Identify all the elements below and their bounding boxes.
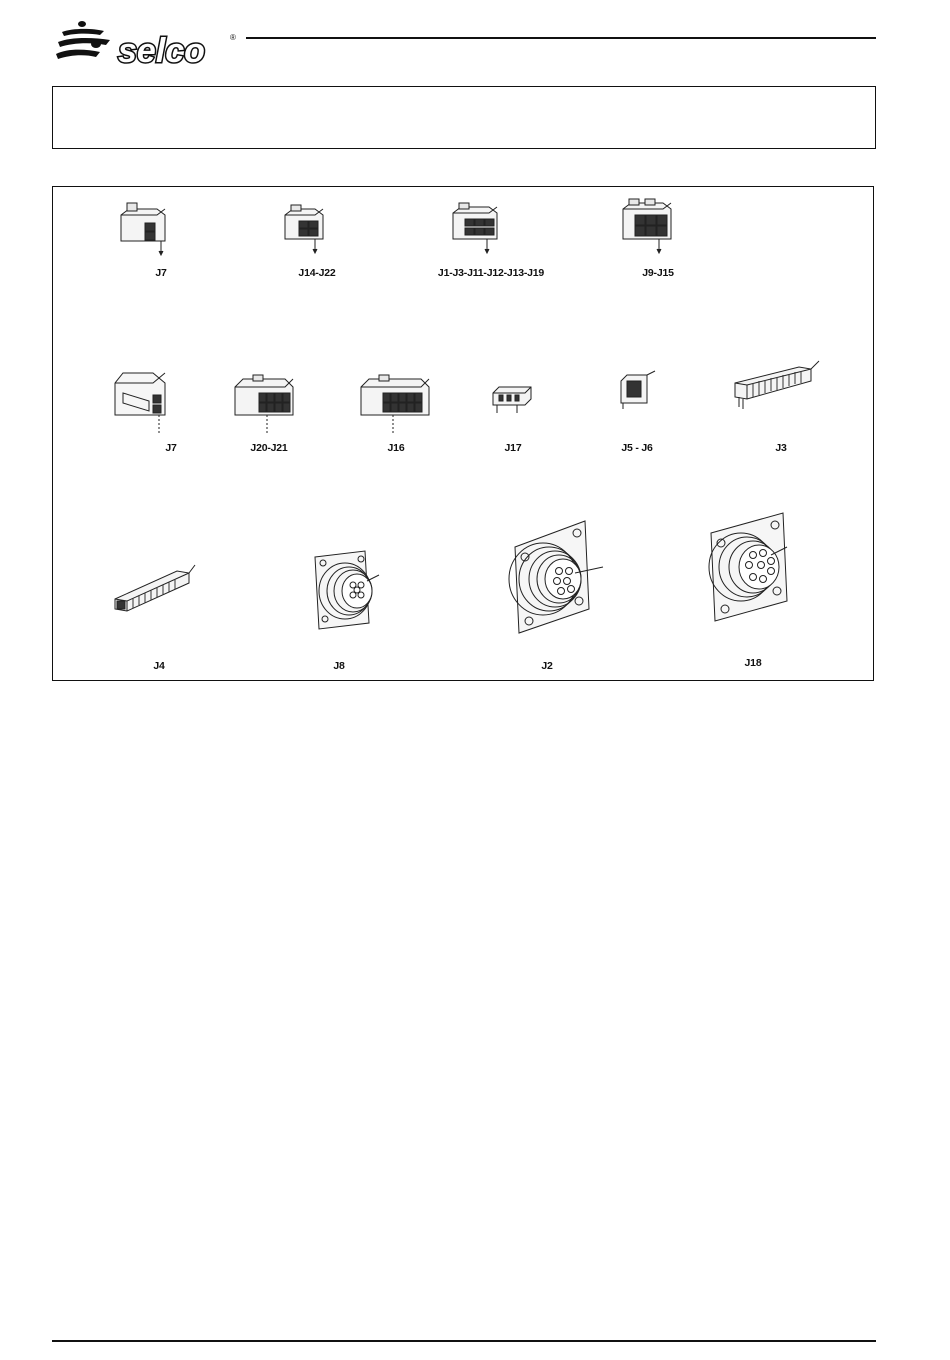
label-j7-row2: J7 (165, 442, 177, 454)
connector-image-j9-j15 (619, 195, 681, 257)
label-j2: J2 (541, 660, 553, 672)
label-j4: J4 (153, 660, 165, 672)
label-j18: J18 (744, 657, 762, 669)
label-j14-j22: J14-J22 (298, 267, 336, 279)
connector-image-j4 (111, 551, 199, 623)
label-j1-j3-j11-j12-j13-j19: J1-J3-J11-J12-J13-J19 (437, 267, 545, 279)
label-j16: J16 (387, 442, 405, 454)
connector-image-j8 (311, 547, 391, 633)
connector-image-j14-j22 (281, 201, 331, 257)
brand-wordmark: selco (118, 32, 205, 68)
connector-image-j2 (501, 517, 621, 637)
label-j3: J3 (775, 442, 787, 454)
header-rule (246, 37, 876, 39)
connector-image-j7-row1 (115, 197, 175, 257)
title-box (52, 86, 876, 149)
label-j7-row1: J7 (155, 267, 167, 279)
label-j20-j21: J20-J21 (250, 442, 288, 454)
connector-figure (52, 186, 874, 681)
registered-mark: ® (230, 33, 236, 42)
connector-image-j3 (729, 353, 825, 417)
connector-image-j7-row2 (109, 365, 179, 439)
connector-image-j17 (489, 383, 537, 423)
label-j17: J17 (504, 442, 522, 454)
connector-image-j16 (357, 373, 437, 439)
connector-image-j1-j19 (449, 199, 505, 257)
label-j8: J8 (333, 660, 345, 672)
label-j5-j6: J5 - J6 (621, 442, 653, 454)
connector-image-j18 (701, 509, 817, 625)
connector-image-j5-j6 (617, 369, 661, 415)
selco-logo (52, 18, 242, 68)
connector-image-j20-j21 (231, 373, 301, 439)
label-j9-j15: J9-J15 (642, 267, 674, 279)
footer-rule (52, 1340, 876, 1342)
